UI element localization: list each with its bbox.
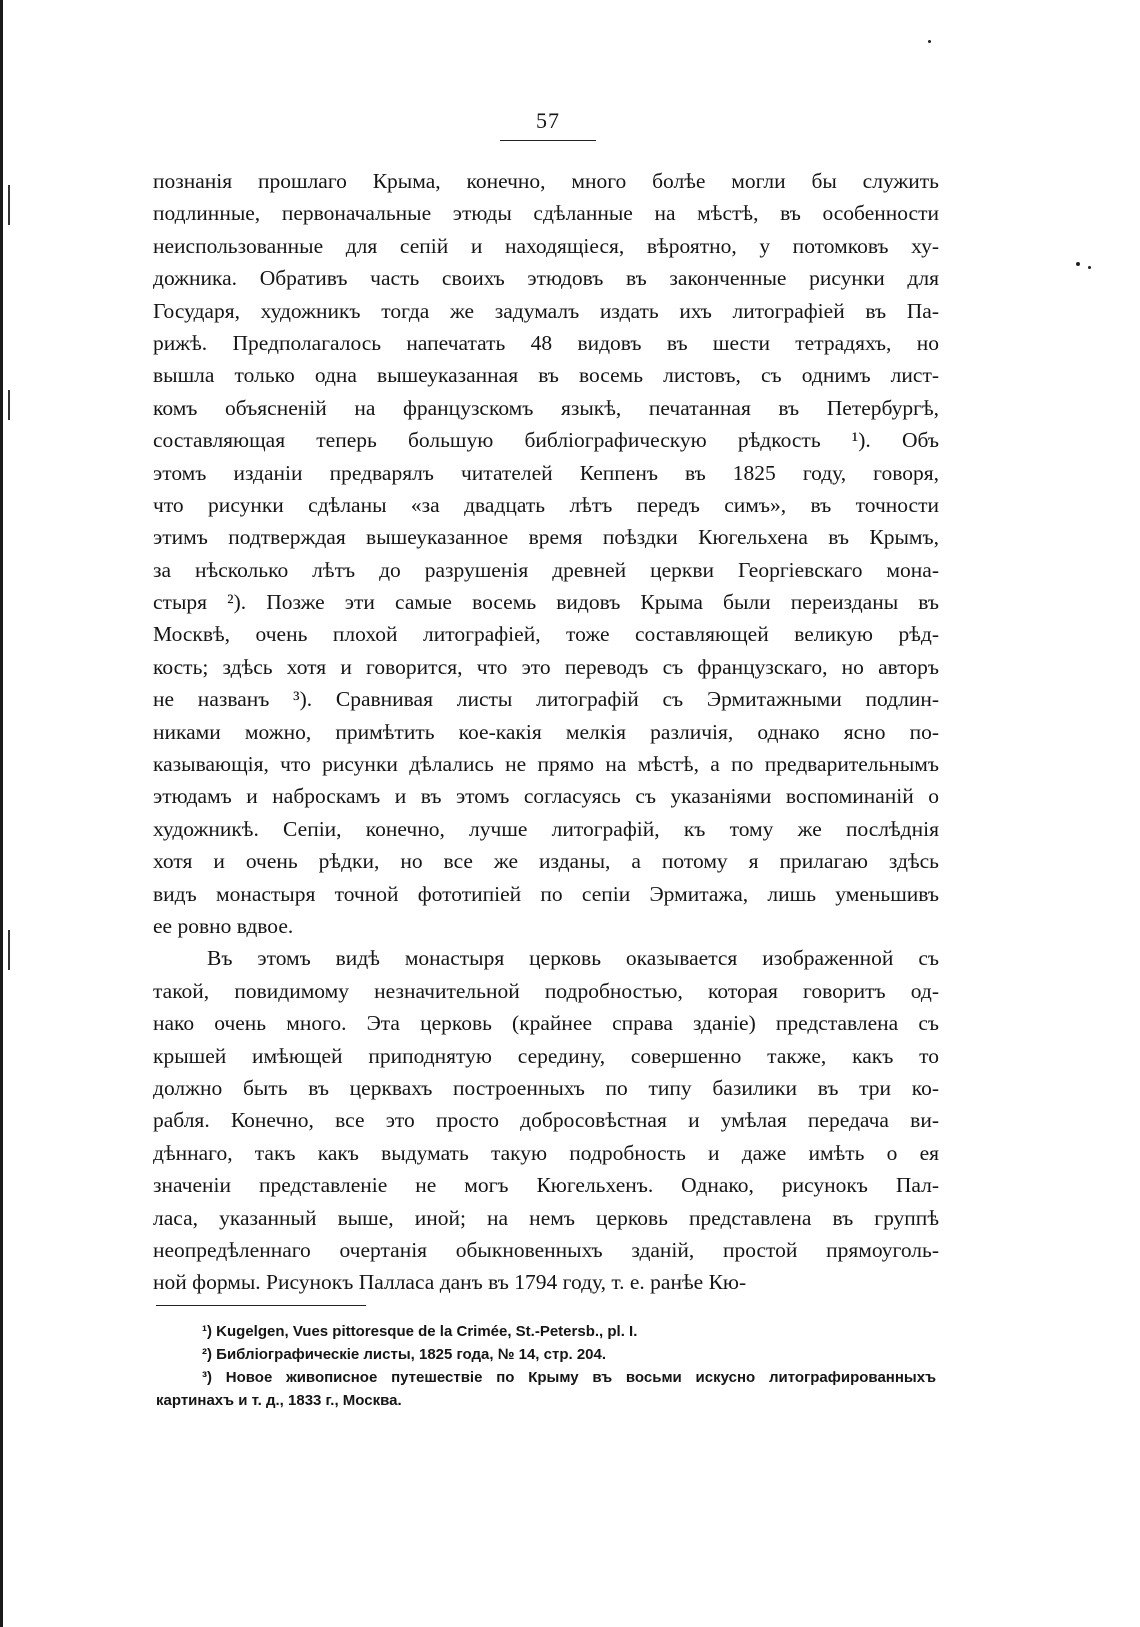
text-line: кость; здѣсь хотя и говорится, что это переводъ съ французскаго, но авторъ	[153, 654, 939, 679]
page-number-rule	[500, 140, 596, 141]
text-line: этимъ подтверждая вышеуказанное время поѣздки Кюгельхена въ Крымъ,	[153, 525, 939, 550]
text-line: за нѣсколько лѣтъ до разрушенія древней церкви Георгіевскаго мона-	[153, 557, 939, 582]
footnote-line: ¹) Kugelgen, Vues pittoresque de la Crimée, St.-Petersb., pl. I.	[202, 1323, 638, 1340]
footnotes	[156, 1320, 936, 1412]
text-line: Государя, художникъ тогда же задумалъ издать ихъ литографіей въ Па-	[153, 298, 939, 323]
scan-speck	[1088, 266, 1091, 269]
text-line: видъ монастыря точной фототипіей по сепіи Эрмитажа, лишь уменьшивъ	[153, 881, 939, 906]
text-line: казывающія, что рисунки дѣлались не прямо на мѣстѣ, а по предварительнымъ	[153, 752, 939, 777]
text-line: вышла только одна вышеуказанная въ восемь листовъ, съ однимъ лист-	[153, 363, 939, 388]
text-line: неиспользованные для сепій и находящіеся, вѣроятно, у потомковъ ху-	[153, 233, 939, 258]
text-line: художникѣ. Сепіи, конечно, лучше литографій, къ тому же послѣднія	[153, 816, 939, 841]
text-line: нако очень много. Эта церковь (крайнее справа зданіе) представлена съ	[153, 1011, 939, 1036]
body-text	[153, 165, 939, 1299]
text-line: подлинные, первоначальные этюды сдѣланные на мѣстѣ, въ особенности	[153, 201, 939, 226]
footnote	[156, 1343, 936, 1366]
footnote	[156, 1366, 936, 1412]
text-line: комъ объясненій на французскомъ языкѣ, печатанная въ Петербургѣ,	[153, 395, 939, 420]
text-line: стыря ²). Позже эти самые восемь видовъ Крыма были переизданы въ	[153, 590, 939, 615]
scan-edge-left	[0, 0, 3, 1627]
text-line: составляющая теперь большую библіографическую рѣдкость ¹). Объ	[153, 428, 939, 453]
text-line: Въ этомъ видѣ монастыря церковь оказывается изображенной съ	[207, 946, 939, 971]
text-line: этюдамъ и наброскамъ и въ этомъ согласуясь съ указаніями воспоминаній о	[153, 784, 939, 809]
text-line: Москвѣ, очень плохой литографіей, тоже составляющей великую рѣд-	[153, 622, 939, 647]
text-line: ее ровно вдвое.	[153, 913, 294, 938]
text-line: что рисунки сдѣланы «за двадцать лѣтъ передъ симъ», въ точности	[153, 492, 939, 517]
text-line: ной формы. Рисунокъ Палласа данъ въ 1794 году, т. е. ранѣе Кю-	[153, 1270, 747, 1295]
text-line: должно быть въ церквахъ построенныхъ по типу базилики въ три ко-	[153, 1075, 939, 1100]
margin-tick	[8, 930, 10, 970]
footnote-line: картинахъ и т. д., 1833 г., Москва.	[156, 1392, 402, 1409]
margin-tick	[8, 390, 10, 420]
text-line: ласа, указанный выше, иной; на немъ церковь представлена въ группѣ	[153, 1205, 939, 1230]
scan-speck	[928, 40, 931, 43]
paragraph	[153, 942, 939, 1298]
text-line: такой, повидимому незначительной подробностью, которая говоритъ од-	[153, 978, 939, 1003]
margin-tick	[8, 185, 10, 225]
text-line: рабля. Конечно, все это просто добросовѣстная и умѣлая передача ви-	[153, 1108, 939, 1133]
text-line: этомъ изданіи предварялъ читателей Кеппенъ въ 1825 году, говоря,	[153, 460, 939, 485]
text-line: хотя и очень рѣдки, но все же изданы, а потому я прилагаю здѣсь	[153, 849, 939, 874]
footnote-rule	[156, 1305, 366, 1306]
text-line: рижѣ. Предполагалось напечатать 48 видовъ въ шести тетрадяхъ, но	[153, 330, 939, 355]
text-line: крышей имѣющей приподнятую середину, совершенно также, какъ то	[153, 1043, 939, 1068]
text-line: неопредѣленнаго очертанія обыкновенныхъ зданій, простой прямоуголь-	[153, 1237, 939, 1262]
footnote	[156, 1320, 936, 1343]
text-line: познанія прошлаго Крыма, конечно, много болѣе могли бы служить	[153, 169, 939, 193]
paragraph	[153, 165, 939, 942]
page-number: 57	[536, 108, 560, 133]
text-line: дожника. Обративъ часть своихъ этюдовъ въ законченные рисунки для	[153, 266, 939, 291]
text-line: значеніи представленіе не могъ Кюгельхенъ. Однако, рисунокъ Пал-	[153, 1173, 939, 1198]
footnote-line: ³) Новое живописное путешествіе по Крыму въ восьми искусно литографированныхъ	[202, 1369, 936, 1386]
text-line: никами можно, примѣтить кое-какія мелкія различія, однако ясно по-	[153, 719, 939, 744]
scan-speck	[1076, 262, 1080, 266]
text-line: дѣннаго, такъ какъ выдумать такую подробность и даже имѣть о ея	[153, 1140, 939, 1165]
footnote-line: ²) Библіографическіе листы, 1825 года, № 14, стр. 204.	[202, 1346, 607, 1363]
text-line: не названъ ³). Сравнивая листы литографій съ Эрмитажными подлин-	[153, 687, 939, 712]
